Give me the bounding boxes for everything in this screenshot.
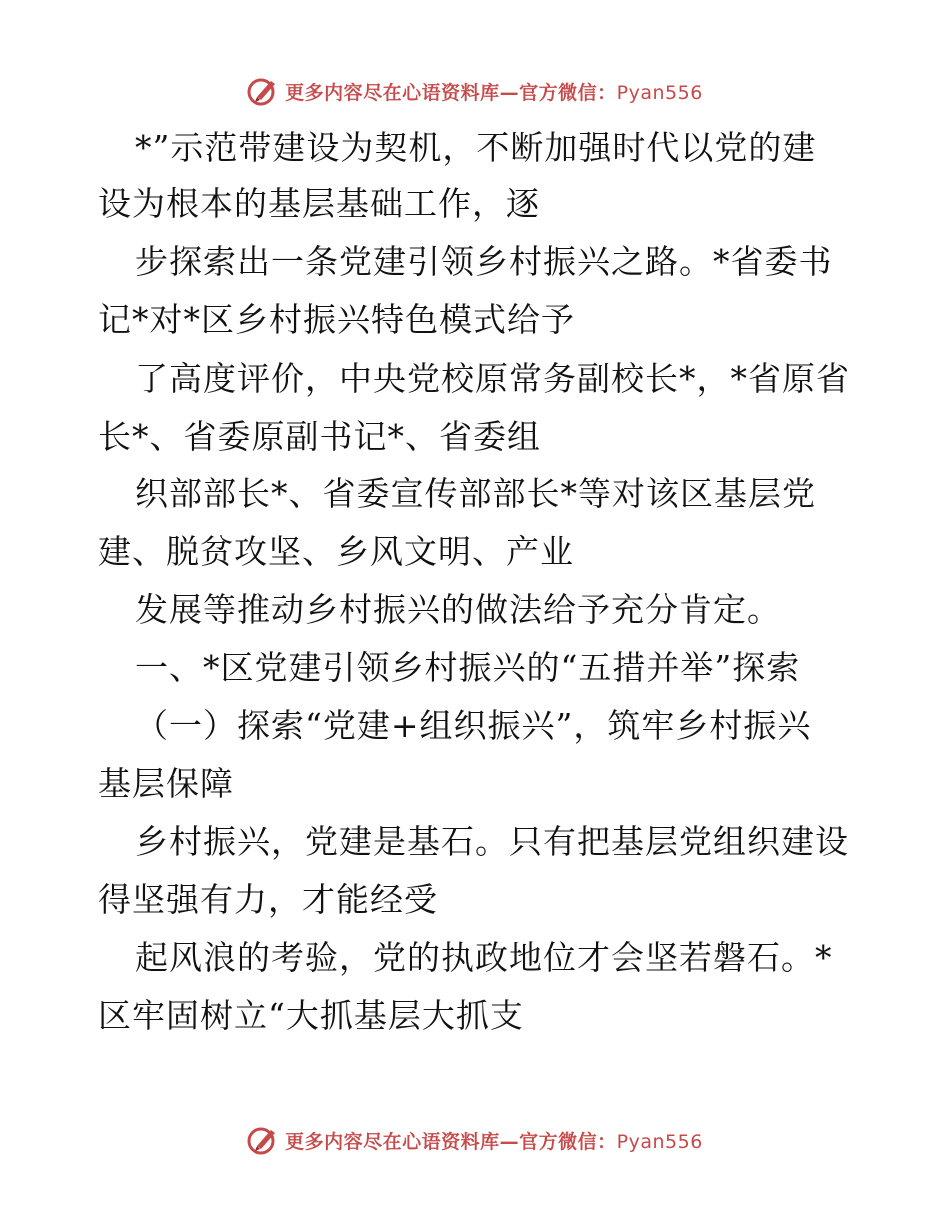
watermark-wechat-id: Pyan556 bbox=[616, 81, 703, 104]
body-line-4: 记*对*区乡村振兴特色模式给予 bbox=[98, 300, 575, 339]
body-line-5: 了高度评价，中央党校原常务副校长*，*省原省 bbox=[135, 359, 850, 398]
body-line-3: 步探索出一条党建引领乡村振兴之路。*省委书 bbox=[135, 242, 833, 281]
watermark-label: 更多内容尽在心语资料库—官方微信： bbox=[285, 81, 617, 104]
body-line-9: 发展等推动乡村振兴的做法给予充分肯定。 bbox=[135, 590, 781, 629]
header-watermark bbox=[0, 71, 950, 111]
body-line-8: 建、脱贫攻坚、乡风文明、产业 bbox=[98, 532, 574, 571]
watermark-wechat-id: Pyan556 bbox=[616, 1130, 703, 1153]
footer-watermark bbox=[0, 1120, 950, 1160]
body-line-15: 起风浪的考验，党的执政地位才会坚若磐石。* bbox=[135, 938, 833, 977]
watermark-text bbox=[285, 78, 703, 105]
pen-circle-icon bbox=[247, 1124, 279, 1156]
body-line-13: 乡村振兴，党建是基石。只有把基层党组织建设 bbox=[135, 822, 849, 861]
subsection-heading-cont: 基层保障 bbox=[98, 764, 234, 803]
watermark-label: 更多内容尽在心语资料库—官方微信： bbox=[285, 1130, 617, 1153]
pen-circle-icon bbox=[247, 75, 279, 107]
body-line-14: 得坚强有力，才能经受 bbox=[98, 880, 438, 919]
subsection-heading: （一）探索“党建+组织振兴”，筑牢乡村振兴 bbox=[135, 706, 812, 745]
body-line-7: 织部部长*、省委宣传部部长*等对该区基层党 bbox=[135, 474, 816, 513]
body-line-16: 区牢固树立“大抓基层大抓支 bbox=[98, 996, 524, 1035]
section-heading: 一、*区党建引领乡村振兴的“五措并举”探索 bbox=[135, 648, 801, 687]
watermark-text bbox=[285, 1127, 703, 1154]
body-line-1: *”示范带建设为契机，不断加强时代以党的建 bbox=[135, 128, 817, 167]
body-line-2: 设为根本的基层基础工作，逐 bbox=[98, 184, 540, 223]
body-line-6: 长*、省委原副书记*、省委组 bbox=[98, 417, 541, 456]
